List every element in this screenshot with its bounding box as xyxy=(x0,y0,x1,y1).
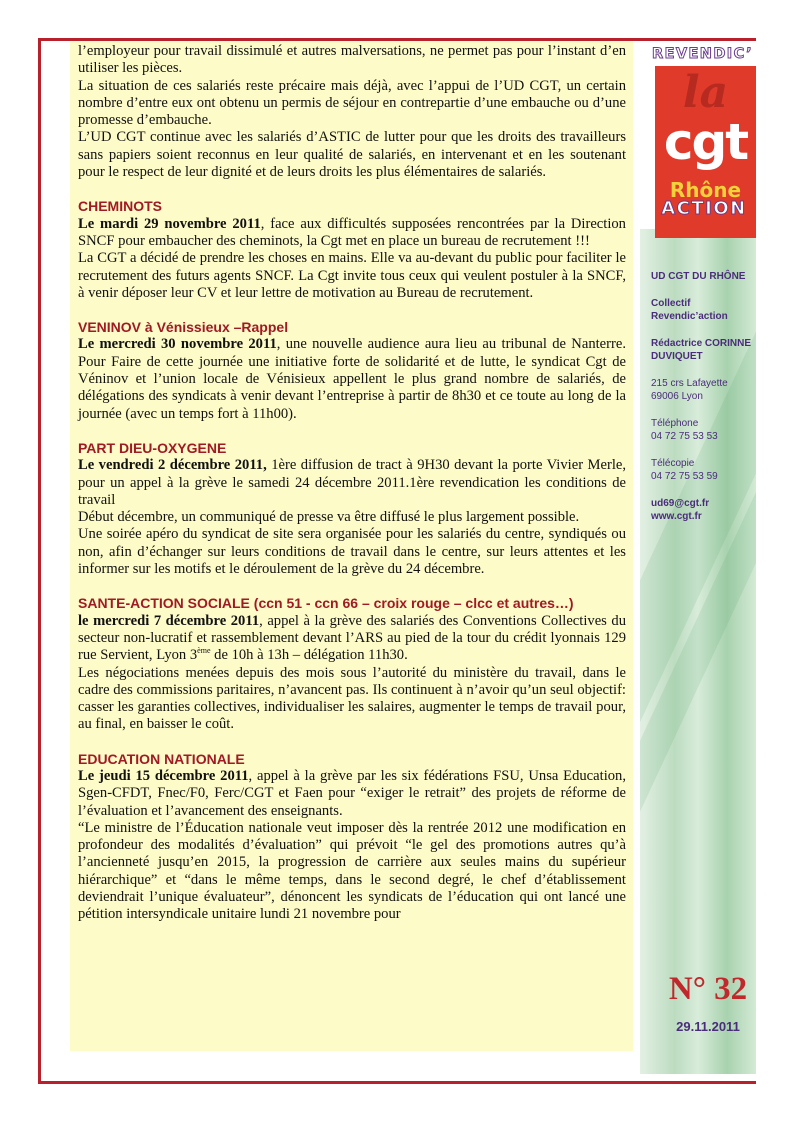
contact-block xyxy=(651,497,756,523)
email-link[interactable]: ud69@cgt.fr xyxy=(651,498,710,509)
sidebar-info xyxy=(651,270,756,537)
fax-block: Télécopie 04 72 75 53 59 xyxy=(651,458,718,482)
dieu-oxygene-paragraph: Début décembre, un communiqué de presse va être diffusé le plus largement possible. xyxy=(78,509,580,526)
sante-paragraph: le mercredi 7 décembre 2011, appel à la grève des salariés des Conventions Collectives du secteur non-lucratif et rassemblement devant l’ARS au pied de la tour du crédit lyonnais 129 rue Servient, Lyon 3ème de 10h à 13h – délégation 11h30. xyxy=(78,612,626,664)
issue-number: N° 32 xyxy=(668,971,748,1007)
phone-block: Téléphone 04 72 75 53 53 xyxy=(651,418,718,442)
education-paragraph: Le jeudi 15 décembre 2011, appel à la grève par les six fédérations FSU, Unsa Education, Sgen-CFDT, Fnec/F0, Ferc/CGT et Faen pour “exiger le retrait” des projets de réforme de l’évaluation et l’avancement des enseignants. xyxy=(78,767,626,819)
section-heading-cheminots: CHEMINOTS xyxy=(78,198,162,215)
sante-paragraph: Les négociations menées depuis des mois sous l’autorité du ministère du travail, dans le cadre des commissions paritaires, n’avancent pas. Ils continuent à n’avoir qu’un seul objectif: casser les garanties collectives, individualiser les salaires, augmenter le temps de travail pour, au final, en baisser le coût. xyxy=(78,664,626,733)
education-paragraph: “Le ministre de l’Éducation nationale veut imposer dès la rentrée 2012 une modification en profondeur des modalités d’évaluation” qui prévoit “le gel des promotions autres qu’à l’ancienneté jusqu’en 2015, la progression de carrière aux seules mains du supérieur hiérarchique” et “dans le même temps, dans le second degré, le chef d’établissement deviendrait l’unique évaluateur”, dénoncent les syndicats de l’éducation qui ont lancé une pétition intersyndicale unitaire lundi 21 novembre pour xyxy=(78,819,626,923)
intro-paragraph: l’employeur pour travail dissimulé et autres malversations, ne permet pas pour l’instant d’en utiliser les pièces. xyxy=(78,43,626,77)
cheminots-date: Le mardi 29 novembre 2011 xyxy=(78,215,261,232)
logo-la-text: la xyxy=(682,67,729,118)
sidebar xyxy=(640,44,756,1074)
logo-rhone-text: Rhône xyxy=(669,178,742,202)
section-heading-sante: SANTE-ACTION SOCIALE (ccn 51 - ccn 66 – croix rouge – clcc et autres…) xyxy=(78,595,574,612)
collectif-block: Collectif Revendic’action xyxy=(651,298,728,322)
intro-paragraph: La situation de ces salariés reste précaire mais déjà, avec l’appui de l’UD CGT, un certain nombre d’entre eux ont obtenu un permis de séjour en contrepartie d’une embauche ou d’une promesse d’embauche. xyxy=(78,77,626,129)
dieu-oxygene-paragraph: Le vendredi 2 décembre 2011, 1ère diffusion de tract à 9H30 devant la porte Vivier Merle, pour un appel à la grève le samedi 24 décembre 2011.1ère revendication les conditions de travail xyxy=(78,457,627,508)
dieu-oxygene-date: Le vendredi 2 décembre 2011, xyxy=(78,457,267,474)
veninov-paragraph: Le mercredi 30 novembre 2011, une nouvelle audience aura lieu au tribunal de Nanterre. Pour Faire de cette journée une initiative forte de solidarité et de lutte, le syndicat Cgt de Véninov et l’union locale de Vénisieux appellent le plus grand nombre de salariés, de délégations des syndicats à venir devant l’entreprise à partir de 8h30 et ce toute au long de la journée (avec un temps fort à 11h00). xyxy=(78,336,626,422)
cheminots-paragraph: La CGT a décidé de prendre les choses en mains. Elle va au-devant du public pour faciliter le recrutement des futurs agents SNCF. La Cgt invite tous ceux qui veulent postuler à la SNCF, à venir déposer leur CV et leur lettre de motivation au Bureau de recrutement. xyxy=(78,250,626,301)
dieu-oxygene-paragraph: Une soirée apéro du syndicat de site sera organisée pour les salariés du centre, syndiqués ou non, afin d’échanger sur leurs conditions de travail dans le centre, sur leurs attentes et les informer sur les motifs et le déroulement de la grève du 24 décembre. xyxy=(78,526,626,578)
veninov-date: Le mercredi 30 novembre 2011 xyxy=(78,336,277,353)
issue-date: 29.11.2011 xyxy=(676,1019,740,1034)
section-heading-education: EDUCATION NATIONALE xyxy=(78,750,245,767)
sante-date: le mercredi 7 décembre 2011 xyxy=(78,612,260,629)
brand-bottom-title: ACTION xyxy=(661,198,747,219)
brand-top-title: REVENDIC’ xyxy=(652,46,754,62)
cheminots-paragraph: Le mardi 29 novembre 2011, face aux difficultés supposées rencontrées par la Direction SNCF pour embaucher des cheminots, la Cgt met en place un bureau de recrutement !!! xyxy=(78,215,626,249)
section-heading-dieu-oxygene: PART DIEU-OXYGENE xyxy=(78,439,227,456)
address-block: 215 crs Lafayette 69006 Lyon xyxy=(651,378,728,402)
logo-cgt-text: cgt xyxy=(663,113,748,171)
frame-bottom-border xyxy=(38,1081,756,1084)
main-article-panel xyxy=(70,41,633,1051)
redactrice-block: Rédactrice CORINNE DUVIQUET xyxy=(651,338,752,362)
frame-left-border xyxy=(38,38,41,1084)
section-heading-veninov: VENINOV à Vénissieux –Rappel xyxy=(78,319,289,336)
education-date: Le jeudi 15 décembre 2011 xyxy=(78,767,249,784)
website-link[interactable]: www.cgt.fr xyxy=(651,511,702,522)
intro-paragraph: L’UD CGT continue avec les salariés d’ASTIC de lutter pour que les droits des travailleurs sans papiers soient reconnus en leur qualité de salariés, en intervenant et en les soutenant pour le respect de leur dignité et de leurs droits les plus élémentaires de salariés. xyxy=(78,129,626,181)
org-block: UD CGT DU RHÔNE xyxy=(651,271,746,282)
